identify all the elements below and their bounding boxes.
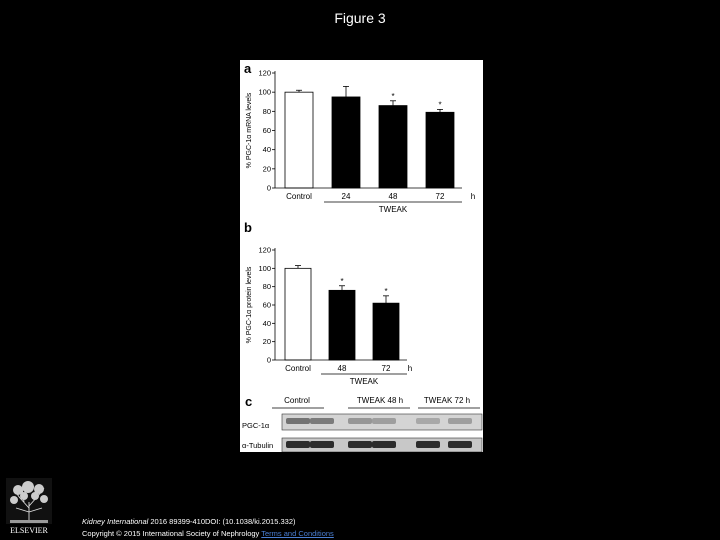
chart-a-y-tick-label: 80	[262, 106, 271, 116]
figure-svg	[240, 60, 483, 452]
chart-b-y-tick-label: 100	[258, 263, 271, 273]
chart-a-x-tick-label: Control	[286, 192, 312, 201]
citation-copyright-line	[82, 528, 334, 540]
citation-block	[82, 516, 334, 540]
blot-row-label-tubulin: α-Tubulin	[242, 441, 274, 450]
chart-a-significance-marker: *	[438, 100, 442, 110]
chart-a-x-tick-label: 72	[435, 192, 445, 201]
western-blot-c	[242, 394, 482, 452]
slide-title: Figure 3	[334, 10, 386, 26]
terms-and-conditions-link[interactable]: Terms and Conditions	[261, 529, 334, 538]
blot-band-pgc	[286, 418, 310, 424]
chart-b-significance-marker: *	[384, 286, 388, 296]
chart-b-y-tick-label: 20	[262, 337, 271, 347]
blot-group-label-tweak48: TWEAK 48 h	[356, 396, 404, 405]
blot-band-tubulin	[310, 441, 334, 448]
panel-a-label: a	[244, 61, 252, 76]
citation-reference: 2016 89399-410DOI: (10.1038/ki.2015.332)	[148, 517, 296, 526]
chart-a-bar	[426, 112, 454, 188]
chart-a	[244, 61, 475, 214]
blot-band-pgc	[310, 418, 334, 424]
chart-b-bar	[373, 303, 399, 360]
blot-band-tubulin	[348, 441, 372, 448]
chart-a-y-tick-label: 20	[262, 164, 271, 174]
blot-band-pgc	[372, 418, 396, 424]
logo-text: ELSEVIER	[10, 526, 48, 535]
copyright-text: Copyright © 2015 International Society of Nephrology	[82, 529, 260, 538]
chart-a-x-tick-label: 48	[388, 192, 398, 201]
chart-b-bar	[329, 290, 355, 360]
figure-panel	[240, 60, 483, 452]
chart-b-y-tick-label: 80	[262, 282, 271, 292]
blot-group-label-tweak72: TWEAK 72 h	[423, 396, 471, 405]
panel-b-label: b	[244, 220, 252, 235]
chart-a-significance-marker: *	[391, 91, 395, 101]
chart-b-x-tick-label: 48	[337, 364, 347, 373]
chart-b-unit-label: h	[407, 364, 413, 373]
chart-a-unit-label: h	[470, 192, 476, 201]
blot-band-pgc	[448, 418, 472, 424]
chart-a-bar	[379, 106, 407, 188]
chart-a-group-label: TWEAK	[378, 205, 408, 214]
chart-b-y-axis-label: % PGC-1α protein levels	[246, 266, 253, 344]
chart-b-y-tick-label: 60	[262, 300, 271, 310]
chart-a-x-tick-label: 24	[341, 192, 351, 201]
chart-b-y-tick-label: 120	[258, 245, 271, 255]
blot-band-tubulin	[286, 441, 310, 448]
chart-b-y-tick-label: 0	[266, 355, 271, 365]
chart-a-y-tick-label: 40	[262, 145, 271, 155]
blot-row-label-pgc: PGC-1α	[242, 421, 270, 430]
chart-b-group-label: TWEAK	[349, 377, 379, 386]
chart-a-bar	[332, 97, 360, 188]
citation-reference-line	[82, 516, 334, 528]
chart-a-y-tick-label: 100	[258, 87, 271, 97]
blot-band-pgc	[348, 418, 372, 424]
chart-b-x-tick-label: 72	[381, 364, 391, 373]
elsevier-tree-logo	[6, 478, 52, 536]
blot-band-tubulin	[372, 441, 396, 448]
chart-a-bar	[285, 92, 313, 188]
panel-c-label: c	[245, 394, 253, 409]
chart-a-y-axis-label: % PGC-1α mRNA levels	[246, 92, 253, 169]
blot-group-label-control: Control	[284, 396, 310, 405]
chart-b	[244, 220, 412, 386]
chart-a-y-tick-label: 60	[262, 126, 271, 135]
chart-a-y-tick-label: 120	[258, 68, 271, 78]
blot-band-tubulin	[416, 441, 440, 448]
blot-band-tubulin	[448, 441, 472, 448]
chart-b-y-tick-label: 40	[262, 318, 271, 328]
chart-b-x-tick-label: Control	[285, 364, 311, 373]
chart-b-significance-marker: *	[340, 276, 344, 286]
chart-a-y-tick-label: 0	[266, 183, 271, 193]
journal-name: Kidney International	[82, 517, 149, 526]
chart-b-bar	[285, 268, 311, 360]
blot-band-pgc	[416, 418, 440, 424]
